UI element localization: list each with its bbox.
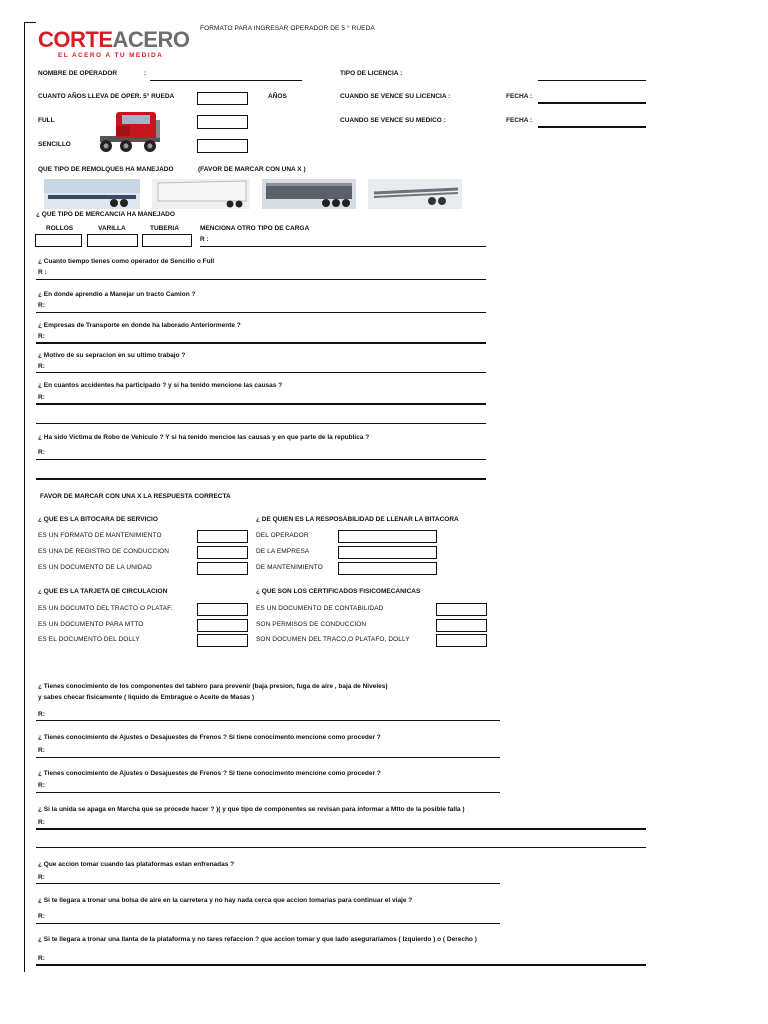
mc-group-2-box-1[interactable]: [338, 530, 437, 543]
mc-group-3-box-2[interactable]: [197, 619, 248, 632]
form-title: FORMATO PARA INGRESAR OPERADOR DE 5 ° RUEDA: [200, 25, 375, 32]
answer-2-label: R:: [38, 302, 45, 309]
dump-trailer-image[interactable]: [262, 179, 356, 209]
full-label: FULL: [38, 117, 55, 124]
question-12: ¿ Si te llegara a tronar una bolsa de aire en la carretera y no hay nada cerca que accion tomarias para continuar el viaje ?: [38, 897, 413, 904]
mc-group-3-option-2: ES UN DOCUMENTO PARA MTTO: [38, 621, 144, 628]
answer-1-label: R :: [38, 269, 47, 276]
answer-7-field[interactable]: [36, 720, 500, 721]
mc-group-2-option-3: DE MANTENIMIENTO: [256, 564, 323, 571]
question-7-line-2: y sabes checar fisicamente ( liquido de Embrague o Aceite de Masas ): [38, 694, 255, 701]
cargo-rollos-box[interactable]: [35, 234, 82, 247]
question-8: ¿ Tienes conocimiento de Ajustes o Desajuestes de Frenos ? Si tiene conocimento mencione como proceder ?: [38, 734, 381, 741]
answer-11-label: R:: [38, 874, 45, 881]
logo-gray-text: ACERO: [112, 27, 190, 52]
mc-group-1-option-1: ES UN FORMATO DE MANTENIMIENTO: [38, 532, 162, 539]
cargo-tuberia-box[interactable]: [142, 234, 192, 247]
answer-9-label: R:: [38, 782, 45, 789]
answer-4-field[interactable]: [36, 372, 486, 373]
cargo-other-field[interactable]: [200, 246, 486, 247]
mc-group-1-option-2: ES UNA DE REGISTRO DE CONDUCCION: [38, 548, 170, 555]
answer-8-field[interactable]: [36, 757, 500, 758]
answer-5-label: R:: [38, 394, 45, 401]
mc-group-3-box-1[interactable]: [197, 603, 248, 616]
answer-13-field[interactable]: [36, 964, 646, 966]
mc-group-2-option-1: DEL OPERADOR: [256, 532, 309, 539]
years-unit-label: AÑOS: [268, 93, 287, 100]
question-9: ¿ Tienes conocimiento de Ajustes o Desajuestes de Frenos ? Si tiene conocimento mencione como proceder ?: [38, 770, 381, 777]
mc-group-4-option-3: SON DOCUMEN DEL TRACO,O PLATAFO, DOLLY: [256, 636, 410, 643]
answer-12-field[interactable]: [36, 923, 500, 924]
answer-9-field[interactable]: [36, 792, 500, 793]
mc-group-1-title: ¿ QUE ES LA BITOCARA DE SERVICIO: [38, 516, 158, 523]
years-question-label: CUANTO AÑOS LLEVA DE OPER. 5° RUEDA: [38, 93, 175, 100]
mc-group-3-option-1: ES UN DOCUMTO DEL TRACTO O PLATAF.: [38, 605, 173, 612]
question-3: ¿ Empresas de Transporte en donde ha laborado Anteriormente ?: [38, 322, 241, 329]
answer-6-label: R:: [38, 449, 45, 456]
license-expiry-label: CUANDO SE VENCE SU LICENCIA :: [340, 93, 451, 100]
left-border: [24, 22, 25, 972]
answer-11-field[interactable]: [36, 883, 500, 884]
mc-group-4-option-1: ES UN DOCUMENTO DE CONTABILIDAD: [256, 605, 384, 612]
mc-group-4-box-3[interactable]: [436, 634, 487, 647]
flatbed-trailer-image[interactable]: [44, 179, 140, 209]
full-input-box[interactable]: [197, 115, 248, 129]
answer-3-field[interactable]: [36, 342, 486, 344]
years-input-box[interactable]: [197, 92, 248, 105]
answer-1-field[interactable]: [36, 279, 486, 280]
cargo-varilla-box[interactable]: [87, 234, 138, 247]
cargo-option-rollos: ROLLOS: [46, 225, 74, 232]
cargo-option-tuberia: TUBERIA: [150, 225, 179, 232]
sencillo-input-box[interactable]: [197, 139, 248, 153]
question-7: ¿ Tienes conocimiento de los componentes del tablero para prevenir (baja presion, fuga de aire , baja de Niveles): [38, 683, 388, 690]
trailers-question: QUE TIPO DE REMOLQUES HA MANEJADO: [38, 166, 174, 173]
mc-group-4-option-2: SON PERMISOS DE CONDUCCION: [256, 621, 367, 628]
answer-10-label: R:: [38, 819, 45, 826]
top-border-tick: [24, 22, 36, 23]
medical-date-field[interactable]: [538, 126, 646, 128]
question-5: ¿ En cuantos accidentes ha participado ? y si ha tenido mencione las causas ?: [38, 382, 283, 389]
answer-3-label: R:: [38, 333, 45, 340]
medical-date-label: FECHA :: [506, 117, 533, 124]
mc-group-1-box-1[interactable]: [197, 530, 248, 543]
question-2: ¿ En donde aprendio a Manejar un tracto Camion ?: [38, 291, 196, 298]
logo-tagline: EL ACERO A TU MEDIDA: [58, 52, 164, 59]
box-trailer-image[interactable]: [152, 179, 250, 209]
license-type-label: TIPO DE LICENCIA :: [340, 70, 403, 77]
cargo-question: ¿ QUE TIPO DE MERCANCIA HA MANEJADO: [36, 211, 175, 218]
question-10: ¿ Si la unida se apaga en Marcha que se procede hacer ? )( y que tipo de componentes se revisan para informar a Mtto de la posible falla ): [38, 806, 465, 813]
mc-group-2-option-2: DE LA EMPRESA: [256, 548, 310, 555]
answer-8-label: R:: [38, 747, 45, 754]
mc-group-4-box-2[interactable]: [436, 619, 487, 632]
cargo-other-label: MENCIONA OTRO TIPO DE CARGA: [200, 225, 310, 232]
answer-6-field-extra[interactable]: [36, 478, 486, 480]
question-6: ¿ Ha sido Victima de Robo de Vehiculo ? Y si ha tenido mencioe las causas y en que parte de la republica ?: [38, 434, 370, 441]
mc-group-2-box-3[interactable]: [338, 562, 437, 575]
answer-7-label: R:: [38, 711, 45, 718]
answer-10-field[interactable]: [36, 828, 646, 830]
mc-group-3-title: ¿ QUE ES LA TARJETA DE CIRCULACION: [38, 588, 168, 595]
mc-group-4-title: ¿ QUE SON LOS CERTIFICADOS FISICOMECANICAS: [256, 588, 421, 595]
trailers-instruction: (FAVOR DE MARCAR CON UNA X ): [198, 166, 306, 173]
question-11: ¿ Que accion tomar cuando las plataformas estan enfrenadas ?: [38, 861, 235, 868]
operator-name-label: NOMBRE DE OPERADOR: [38, 70, 118, 77]
company-logo: [38, 27, 190, 64]
answer-4-label: R:: [38, 363, 45, 370]
mc-group-3-box-3[interactable]: [197, 634, 248, 647]
answer-13-label: R:: [38, 955, 45, 962]
logo-red-text: CORTE: [38, 27, 113, 52]
operator-name-field[interactable]: [150, 80, 302, 81]
mc-group-2-title: ¿ DE QUIEN ES LA RESPOSABILIDAD DE LLENAR LA BITACORA: [256, 516, 459, 523]
license-date-label: FECHA :: [506, 93, 533, 100]
license-type-field[interactable]: [538, 80, 646, 81]
operator-name-colon: :: [144, 70, 147, 77]
tractor-truck-image: [86, 106, 174, 156]
question-13: ¿ Si te llegara a tronar una llanta de la plataforma y no tares refaccion ? que accion tomar y que lado aseguraríamos ( Izquierdo ) o ( Derecho ): [38, 936, 477, 943]
question-4: ¿ Motivo de su sepracion en su ultimo trabajo ?: [38, 352, 186, 359]
answer-12-label: R:: [38, 913, 45, 920]
cargo-other-answer-label: R :: [200, 236, 209, 243]
answer-5-field[interactable]: [36, 403, 486, 405]
sencillo-label: SENCILLO: [38, 141, 71, 148]
medical-expiry-label: CUANDO SE VENCE SU MEDICO :: [340, 117, 446, 124]
license-date-field[interactable]: [538, 102, 646, 104]
cargo-option-varilla: VARILLA: [98, 225, 126, 232]
answer-5-field-extra[interactable]: [36, 423, 486, 424]
mc-group-4-box-1[interactable]: [436, 603, 487, 616]
answer-6-field[interactable]: [36, 459, 486, 460]
question-1: ¿ Cuanto tiempo tienes como operador de Sencillo o Full: [38, 258, 215, 265]
chassis-trailer-image[interactable]: [368, 179, 462, 209]
mc-group-1-box-2[interactable]: [197, 546, 248, 559]
mc-group-1-box-3[interactable]: [197, 562, 248, 575]
mc-instruction: FAVOR DE MARCAR CON UNA X LA RESPUESTA CORRECTA: [40, 493, 231, 500]
answer-2-field[interactable]: [36, 312, 486, 313]
mc-group-1-option-3: ES UN DOCUMENTO DE LA UNIDAD: [38, 564, 152, 571]
answer-10-field-extra[interactable]: [36, 847, 646, 848]
mc-group-2-box-2[interactable]: [338, 546, 437, 559]
mc-group-3-option-3: ES EL DOCUMENTO DEL DOLLY: [38, 636, 140, 643]
